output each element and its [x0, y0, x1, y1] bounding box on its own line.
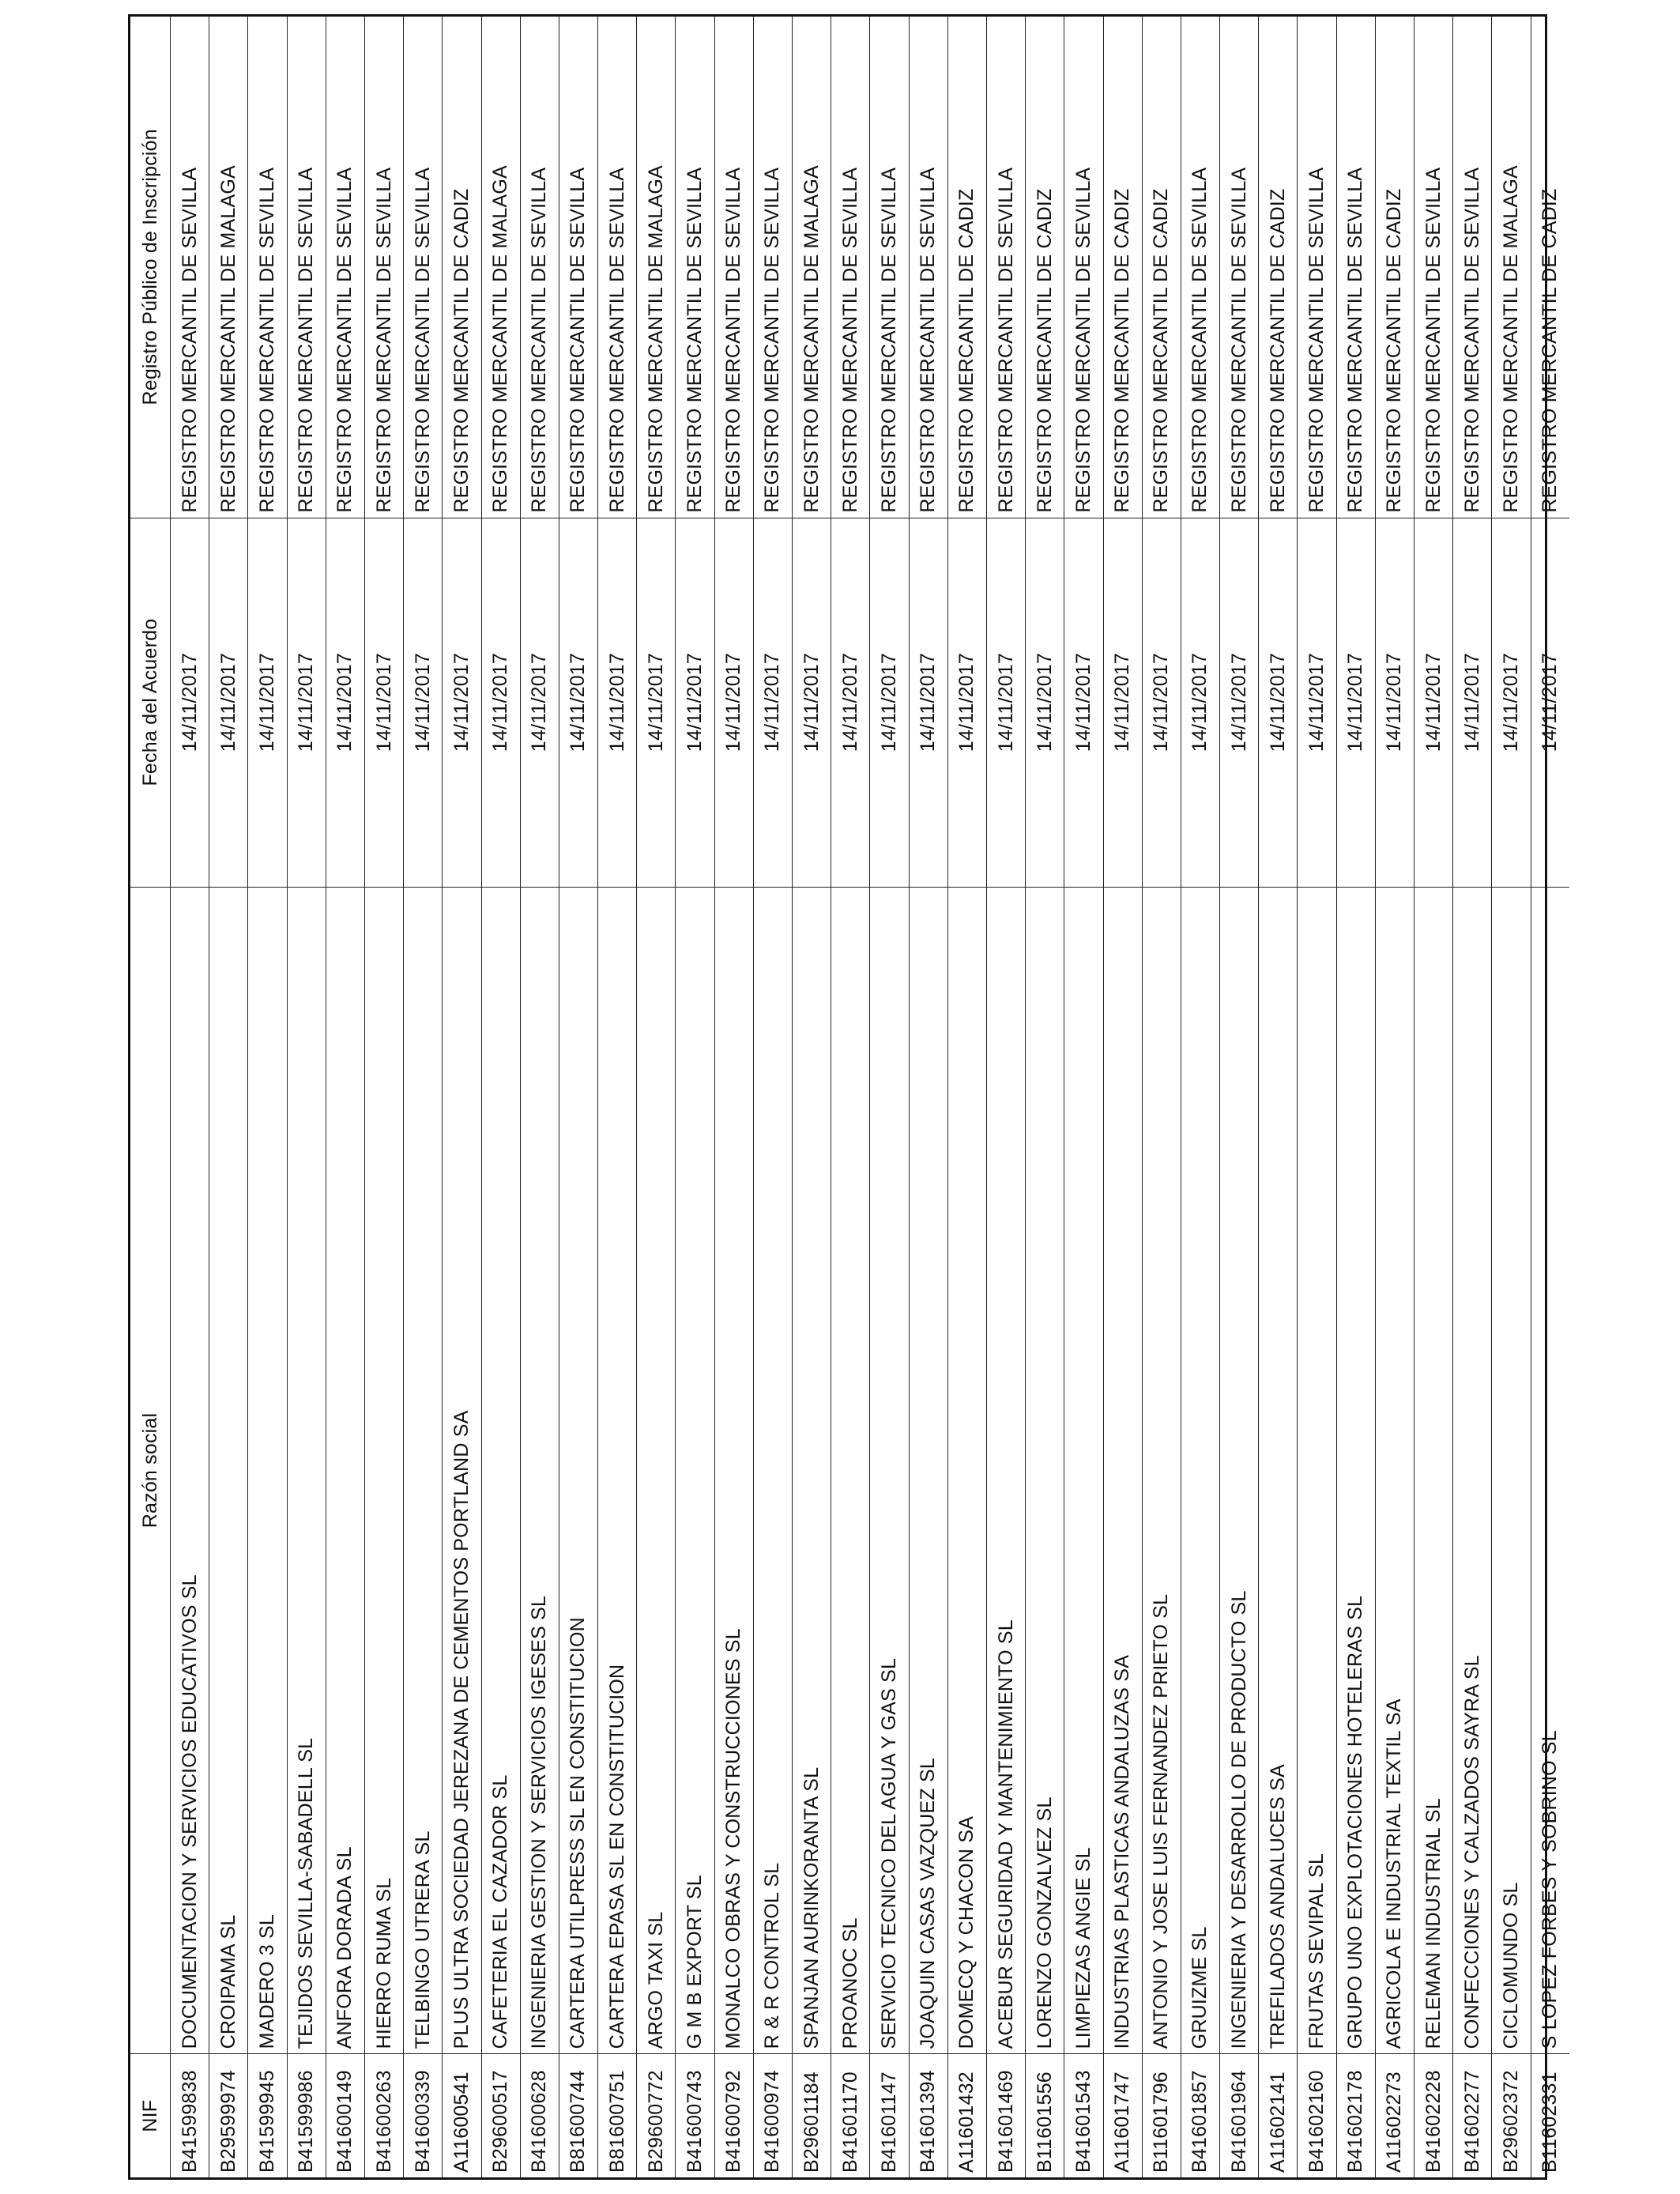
table-row	[170, 17, 209, 2177]
razon-social-cell: CAFETERIA EL CAZADOR SL	[482, 888, 520, 2055]
fecha-cell: 14/11/2017	[248, 518, 286, 888]
table-row	[326, 17, 364, 2177]
razon-social-cell: S LOPEZ FORBES Y SOBRINO SL	[1531, 888, 1569, 2055]
nif-cell: B29599974	[217, 2070, 239, 2173]
razon-social-cell: CROIPAMA SL	[209, 888, 247, 2055]
nif-cell: B41602160	[1305, 2070, 1328, 2173]
fecha-cell: 14/11/2017	[948, 518, 986, 888]
table-row	[520, 17, 559, 2177]
razon-social-cell: DOMECQ Y CHACON SA	[948, 888, 986, 2055]
registro-cell: REGISTRO MERCANTIL DE CADIZ	[1026, 17, 1064, 518]
razon-social-cell: INGENIERIA Y DESARROLLO DE PRODUCTO SL	[1220, 888, 1258, 2055]
table-row	[1025, 17, 1064, 2177]
table-row	[1452, 17, 1491, 2177]
registro-cell: REGISTRO MERCANTIL DE SEVILLA	[248, 17, 286, 518]
registro-cell: REGISTRO MERCANTIL DE SEVILLA	[365, 17, 403, 518]
nif-cell: A11602141	[1266, 2071, 1289, 2173]
fecha-cell: 14/11/2017	[598, 518, 636, 888]
razon-social-cell: CARTERA EPASA SL EN CONSTITUCION	[598, 888, 636, 2055]
registro-cell: REGISTRO MERCANTIL DE SEVILLA	[1414, 17, 1452, 518]
registro-cell: REGISTRO MERCANTIL DE SEVILLA	[521, 17, 559, 518]
razon-social-cell: CICLOMUNDO SL	[1492, 888, 1530, 2055]
fecha-cell: 14/11/2017	[1220, 518, 1258, 888]
nif-cell: A11601432	[955, 2071, 978, 2173]
razon-social-cell: CARTERA UTILPRESS SL EN CONSTITUCION	[559, 888, 597, 2055]
fecha-cell: 14/11/2017	[1104, 518, 1142, 888]
nif-cell: B41600149	[333, 2070, 356, 2173]
fecha-cell: 14/11/2017	[1143, 518, 1181, 888]
fecha-cell: 14/11/2017	[209, 518, 247, 888]
nif-cell: A11600541	[450, 2071, 473, 2173]
table-row	[636, 17, 675, 2177]
razon-social-cell: GRUIZME SL	[1181, 888, 1219, 2055]
table-row	[287, 17, 326, 2177]
fecha-cell: 14/11/2017	[910, 518, 947, 888]
nif-cell: B41601543	[1072, 2070, 1094, 2173]
table-row	[714, 17, 753, 2177]
registro-cell: REGISTRO MERCANTIL DE SEVILLA	[1181, 17, 1219, 518]
nif-cell: B11601796	[1150, 2071, 1173, 2173]
fecha-cell: 14/11/2017	[1414, 518, 1452, 888]
razon-social-cell: AGRICOLA E INDUSTRIAL TEXTIL SA	[1376, 888, 1414, 2055]
nif-cell: B29602372	[1499, 2070, 1522, 2173]
fecha-cell: 14/11/2017	[870, 518, 908, 888]
razon-social-cell: G M B EXPORT SL	[676, 888, 714, 2055]
nif-cell: B11601556	[1033, 2071, 1056, 2173]
fecha-cell: 14/11/2017	[676, 518, 714, 888]
table-row	[1181, 17, 1219, 2177]
nif-cell: B41601964	[1227, 2070, 1250, 2173]
nif-cell: B41601147	[877, 2071, 900, 2173]
table-row	[869, 17, 908, 2177]
registro-cell: REGISTRO MERCANTIL DE SEVILLA	[326, 17, 364, 518]
table-row	[947, 17, 986, 2177]
header-registro: Registro Público de Inscripción	[130, 17, 170, 518]
razon-social-cell: GRUPO UNO EXPLOTACIONES HOTELERAS SL	[1337, 888, 1375, 2055]
registro-cell: REGISTRO MERCANTIL DE SEVILLA	[831, 17, 869, 518]
nif-cell: B11602331	[1539, 2071, 1561, 2173]
razon-social-cell: PROANOC SL	[831, 888, 869, 2055]
razon-social-cell: ACEBUR SEGURIDAD Y MANTENIMIENTO SL	[987, 888, 1025, 2055]
table-row	[1064, 17, 1102, 2177]
registro-cell: REGISTRO MERCANTIL DE SEVILLA	[1298, 17, 1335, 518]
table-row	[792, 17, 831, 2177]
fecha-cell: 14/11/2017	[1453, 518, 1491, 888]
table-row	[364, 17, 403, 2177]
fecha-cell: 14/11/2017	[715, 518, 753, 888]
nif-cell: B41599945	[255, 2070, 278, 2173]
nif-cell: B41601170	[838, 2071, 861, 2173]
nif-cell: B41600628	[528, 2070, 551, 2173]
fecha-cell: 14/11/2017	[1492, 518, 1530, 888]
table-row	[1219, 17, 1258, 2177]
registro-cell: REGISTRO MERCANTIL DE SEVILLA	[1337, 17, 1375, 518]
fecha-cell: 14/11/2017	[637, 518, 675, 888]
table-row	[1491, 17, 1530, 2177]
table-row	[986, 17, 1025, 2177]
nif-cell: B41602228	[1422, 2070, 1445, 2173]
nif-cell: B41600743	[684, 2070, 706, 2173]
fecha-cell: 14/11/2017	[1064, 518, 1102, 888]
registro-cell: REGISTRO MERCANTIL DE SEVILLA	[676, 17, 714, 518]
registro-cell: REGISTRO MERCANTIL DE CADIZ	[1104, 17, 1142, 518]
fecha-cell: 14/11/2017	[482, 518, 520, 888]
registro-cell: REGISTRO MERCANTIL DE MALAGA	[793, 17, 831, 518]
fecha-cell: 14/11/2017	[754, 518, 792, 888]
registro-cell: REGISTRO MERCANTIL DE CADIZ	[1143, 17, 1181, 518]
registro-cell: REGISTRO MERCANTIL DE CADIZ	[948, 17, 986, 518]
registro-cell: REGISTRO MERCANTIL DE SEVILLA	[288, 17, 326, 518]
table-row	[909, 17, 947, 2177]
nif-cell: B41600792	[722, 2070, 745, 2173]
registro-cell: REGISTRO MERCANTIL DE SEVILLA	[404, 17, 442, 518]
nif-cell: B29600772	[644, 2070, 667, 2173]
razon-social-cell: ANFORA DORADA SL	[326, 888, 364, 2055]
razon-social-cell: ANTONIO Y JOSE LUIS FERNANDEZ PRIETO SL	[1143, 888, 1181, 2055]
registro-cell: REGISTRO MERCANTIL DE SEVILLA	[559, 17, 597, 518]
razon-social-cell: TEJIDOS SEVILLA-SABADELL SL	[288, 888, 326, 2055]
registro-cell: REGISTRO MERCANTIL DE SEVILLA	[1453, 17, 1491, 518]
fecha-cell: 14/11/2017	[1337, 518, 1375, 888]
registro-cell: REGISTRO MERCANTIL DE CADIZ	[1531, 17, 1569, 518]
registro-cell: REGISTRO MERCANTIL DE CADIZ	[1259, 17, 1297, 518]
registro-cell: REGISTRO MERCANTIL DE SEVILLA	[754, 17, 792, 518]
fecha-cell: 14/11/2017	[559, 518, 597, 888]
nif-cell: B41602178	[1344, 2070, 1367, 2173]
razon-social-cell: MONALCO OBRAS Y CONSTRUCCIONES SL	[715, 888, 753, 2055]
table-row	[1531, 17, 1569, 2177]
razon-social-cell: TELBINGO UTRERA SL	[404, 888, 442, 2055]
razon-social-cell: INGENIERIA GESTION Y SERVICIOS IGESES SL	[521, 888, 559, 2055]
razon-social-cell: LORENZO GONZALVEZ SL	[1026, 888, 1064, 2055]
razon-social-cell: FRUTAS SEVIPAL SL	[1298, 888, 1335, 2055]
fecha-cell: 14/11/2017	[831, 518, 869, 888]
nif-cell: B41600263	[372, 2070, 395, 2173]
nif-cell: B41599838	[178, 2070, 201, 2173]
table-header-row	[130, 17, 170, 2177]
razon-social-cell: JOAQUIN CASAS VAZQUEZ SL	[910, 888, 947, 2055]
table-row	[753, 17, 792, 2177]
razon-social-cell: MADERO 3 SL	[248, 888, 286, 2055]
registro-cell: REGISTRO MERCANTIL DE MALAGA	[1492, 17, 1530, 518]
nif-cell: B81600751	[605, 2070, 628, 2173]
nif-cell: B41599986	[295, 2070, 318, 2173]
razon-social-cell: DOCUMENTACION Y SERVICIOS EDUCATIVOS SL	[171, 888, 209, 2055]
table-row	[1297, 17, 1335, 2177]
table-row	[831, 17, 869, 2177]
table-row	[559, 17, 597, 2177]
fecha-cell: 14/11/2017	[1376, 518, 1414, 888]
razon-social-cell: CONFECCIONES Y CALZADOS SAYRA SL	[1453, 888, 1491, 2055]
nif-cell: B29601184	[800, 2071, 823, 2173]
table-row	[1336, 17, 1375, 2177]
razon-social-cell: INDUSTRIAS PLASTICAS ANDALUZAS SA	[1104, 888, 1142, 2055]
registro-cell: REGISTRO MERCANTIL DE SEVILLA	[171, 17, 209, 518]
fecha-cell: 14/11/2017	[521, 518, 559, 888]
table-row	[1414, 17, 1452, 2177]
nif-cell: A11602273	[1383, 2071, 1406, 2173]
registro-cell: REGISTRO MERCANTIL DE MALAGA	[209, 17, 247, 518]
nif-cell: B41601857	[1188, 2070, 1211, 2173]
table-row	[247, 17, 286, 2177]
nif-cell: A11601747	[1111, 2071, 1134, 2173]
registro-cell: REGISTRO MERCANTIL DE SEVILLA	[1064, 17, 1102, 518]
fecha-cell: 14/11/2017	[793, 518, 831, 888]
fecha-cell: 14/11/2017	[404, 518, 442, 888]
table-row	[675, 17, 714, 2177]
nif-cell: B29600517	[489, 2070, 512, 2173]
fecha-cell: 14/11/2017	[1298, 518, 1335, 888]
table-row	[442, 17, 480, 2177]
table-row	[1142, 17, 1181, 2177]
fecha-cell: 14/11/2017	[1026, 518, 1064, 888]
registro-cell: REGISTRO MERCANTIL DE SEVILLA	[1220, 17, 1258, 518]
table-row	[403, 17, 442, 2177]
razon-social-cell: HIERRO RUMA SL	[365, 888, 403, 2055]
fecha-cell: 14/11/2017	[1531, 518, 1569, 888]
table-row	[1258, 17, 1297, 2177]
registro-cell: REGISTRO MERCANTIL DE SEVILLA	[987, 17, 1025, 518]
registro-cell: REGISTRO MERCANTIL DE CADIZ	[1376, 17, 1414, 518]
razon-social-cell: TREFILADOS ANDALUCES SA	[1259, 888, 1297, 2055]
fecha-cell: 14/11/2017	[1181, 518, 1219, 888]
razon-social-cell: SERVICIO TECNICO DEL AGUA Y GAS SL	[870, 888, 908, 2055]
registro-cell: REGISTRO MERCANTIL DE SEVILLA	[870, 17, 908, 518]
nif-cell: B41600974	[761, 2070, 784, 2173]
table-body	[170, 17, 1569, 2177]
table-row	[597, 17, 636, 2177]
nif-cell: B41601469	[994, 2070, 1017, 2173]
registry-table	[128, 14, 1561, 2180]
registro-cell: REGISTRO MERCANTIL DE MALAGA	[637, 17, 675, 518]
razon-social-cell: PLUS ULTRA SOCIEDAD JEREZANA DE CEMENTOS PORTLAND SA	[443, 888, 480, 2055]
fecha-cell: 14/11/2017	[171, 518, 209, 888]
table-row	[209, 17, 247, 2177]
fecha-cell: 14/11/2017	[1259, 518, 1297, 888]
fecha-cell: 14/11/2017	[365, 518, 403, 888]
header-fecha-acuerdo: Fecha del Acuerdo	[130, 518, 170, 888]
fecha-cell: 14/11/2017	[987, 518, 1025, 888]
razon-social-cell: LIMPIEZAS ANGIE SL	[1064, 888, 1102, 2055]
nif-cell: B41602277	[1460, 2070, 1483, 2173]
registro-cell: REGISTRO MERCANTIL DE SEVILLA	[715, 17, 753, 518]
nif-cell: B41601394	[917, 2070, 940, 2173]
table-row	[1375, 17, 1414, 2177]
razon-social-cell: RELEMAN INDUSTRIAL SL	[1414, 888, 1452, 2055]
fecha-cell: 14/11/2017	[326, 518, 364, 888]
fecha-cell: 14/11/2017	[288, 518, 326, 888]
razon-social-cell: ARGO TAXI SL	[637, 888, 675, 2055]
nif-cell: B41600339	[411, 2070, 434, 2173]
razon-social-cell: R & R CONTROL SL	[754, 888, 792, 2055]
razon-social-cell: SPANJAN AURINKORANTA SL	[793, 888, 831, 2055]
header-nif: NIF	[138, 2099, 161, 2132]
nif-cell: B81600744	[567, 2070, 590, 2173]
header-razon-social: Razón social	[130, 888, 170, 2055]
registro-cell: REGISTRO MERCANTIL DE SEVILLA	[910, 17, 947, 518]
registro-cell: REGISTRO MERCANTIL DE MALAGA	[482, 17, 520, 518]
table-row	[481, 17, 520, 2177]
registro-cell: REGISTRO MERCANTIL DE SEVILLA	[598, 17, 636, 518]
table-row	[1103, 17, 1142, 2177]
registro-cell: REGISTRO MERCANTIL DE CADIZ	[443, 17, 480, 518]
fecha-cell: 14/11/2017	[443, 518, 480, 888]
